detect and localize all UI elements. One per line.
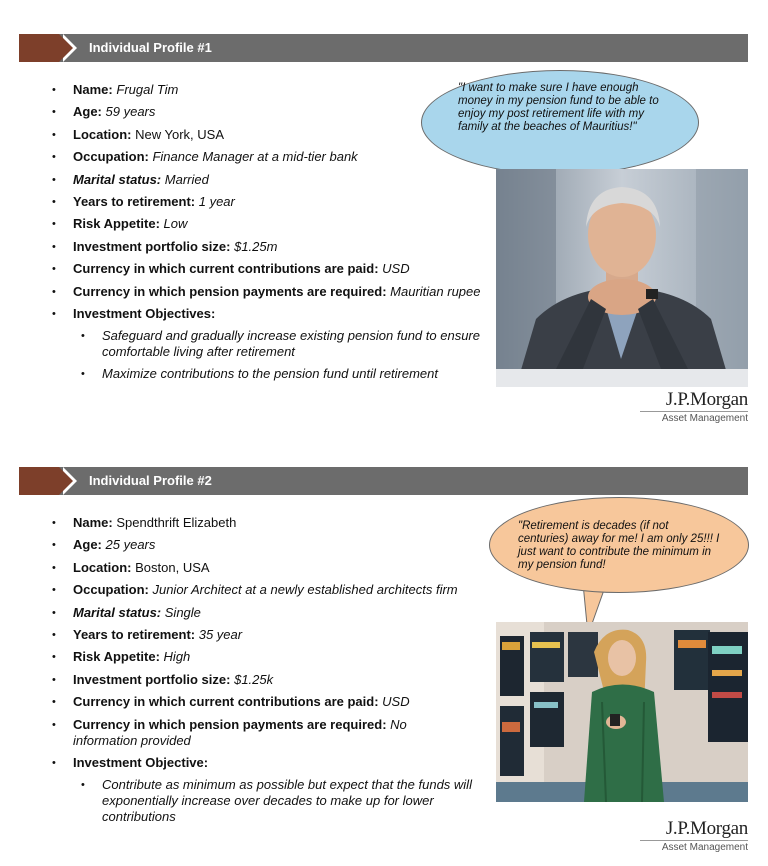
speech-bubble-profile-2 <box>489 497 749 593</box>
attr-investment-objectives: • Investment Objectives: • Safeguard and gradually increase existing pension fund to ensure comfortable living after retirement • Maximize contributions to the pension fund until retirement <box>52 306 492 382</box>
profile-1-title: Individual Profile #1 <box>89 40 212 55</box>
attr-contribution-currency: • Currency in which current contributions are paid: USD <box>52 261 492 277</box>
attr-marital-status: • Marital status: Married <box>52 172 492 188</box>
jpmorgan-logo-2: J.P.Morgan Asset Management <box>640 819 748 854</box>
attr-marital-status: • Marital status: Single <box>52 605 472 621</box>
photo-profile-2 <box>496 622 748 802</box>
profile-1-banner <box>19 34 748 62</box>
attr-years-to-retirement: • Years to retirement: 35 year <box>52 627 472 643</box>
attr-portfolio-size: • Investment portfolio size: $1.25m <box>52 239 492 255</box>
attr-location: • Location: New York, USA <box>52 127 492 143</box>
attr-location: • Location: Boston, USA <box>52 560 472 576</box>
photo-profile-1 <box>496 169 748 387</box>
attr-age: • Age: 25 years <box>52 537 472 553</box>
attr-contribution-currency: • Currency in which current contributions are paid: USD <box>52 694 472 710</box>
attr-pension-currency: • Currency in which pension payments are required: Mauritian rupee <box>52 284 492 300</box>
attr-investment-objective: • Investment Objective: • Contribute as minimum as possible but expect that the funds will exponentially increase over decades to make up for lower contributions <box>52 755 472 825</box>
attr-name: • Name: Spendthrift Elizabeth <box>52 515 472 531</box>
attr-pension-currency: • Currency in which pension payments are required: No information provided <box>52 717 472 749</box>
attr-years-to-retirement: • Years to retirement: 1 year <box>52 194 492 210</box>
profile-2-title: Individual Profile #2 <box>89 473 212 488</box>
profile-2-attributes <box>52 515 472 831</box>
jpmorgan-logo-1: J.P.Morgan Asset Management <box>640 390 748 425</box>
objective-item: • Contribute as minimum as possible but expect that the funds will exponentially increase over decades to make up for lower contributions <box>73 777 472 825</box>
attr-name: • Name: Frugal Tim <box>52 82 492 98</box>
profile-2-section <box>0 433 768 866</box>
speech-bubble-profile-1 <box>421 70 699 175</box>
attr-occupation: • Occupation: Junior Architect at a newly established architects firm <box>52 582 472 598</box>
attr-occupation: • Occupation: Finance Manager at a mid-tier bank <box>52 149 492 165</box>
attr-portfolio-size: • Investment portfolio size: $1.25k <box>52 672 472 688</box>
quote-profile-2: "Retirement is decades (if not centuries) away for me! I am only 25!!! I just want to contribute the minimum in my pension fund! <box>518 520 720 571</box>
quote-profile-1: "I want to make sure I have enough money in my pension fund to be able to enjoy my post retirement life with my family at the beaches of Mauritius!" <box>458 82 659 133</box>
objective-item: • Maximize contributions to the pension fund until retirement <box>73 366 492 382</box>
objective-item: • Safeguard and gradually increase existing pension fund to ensure comfortable living after retirement <box>73 328 492 360</box>
attr-risk-appetite: • Risk Appetite: High <box>52 649 472 665</box>
attr-risk-appetite: • Risk Appetite: Low <box>52 216 492 232</box>
profile-2-banner <box>19 467 748 495</box>
attr-age: • Age: 59 years <box>52 104 492 120</box>
